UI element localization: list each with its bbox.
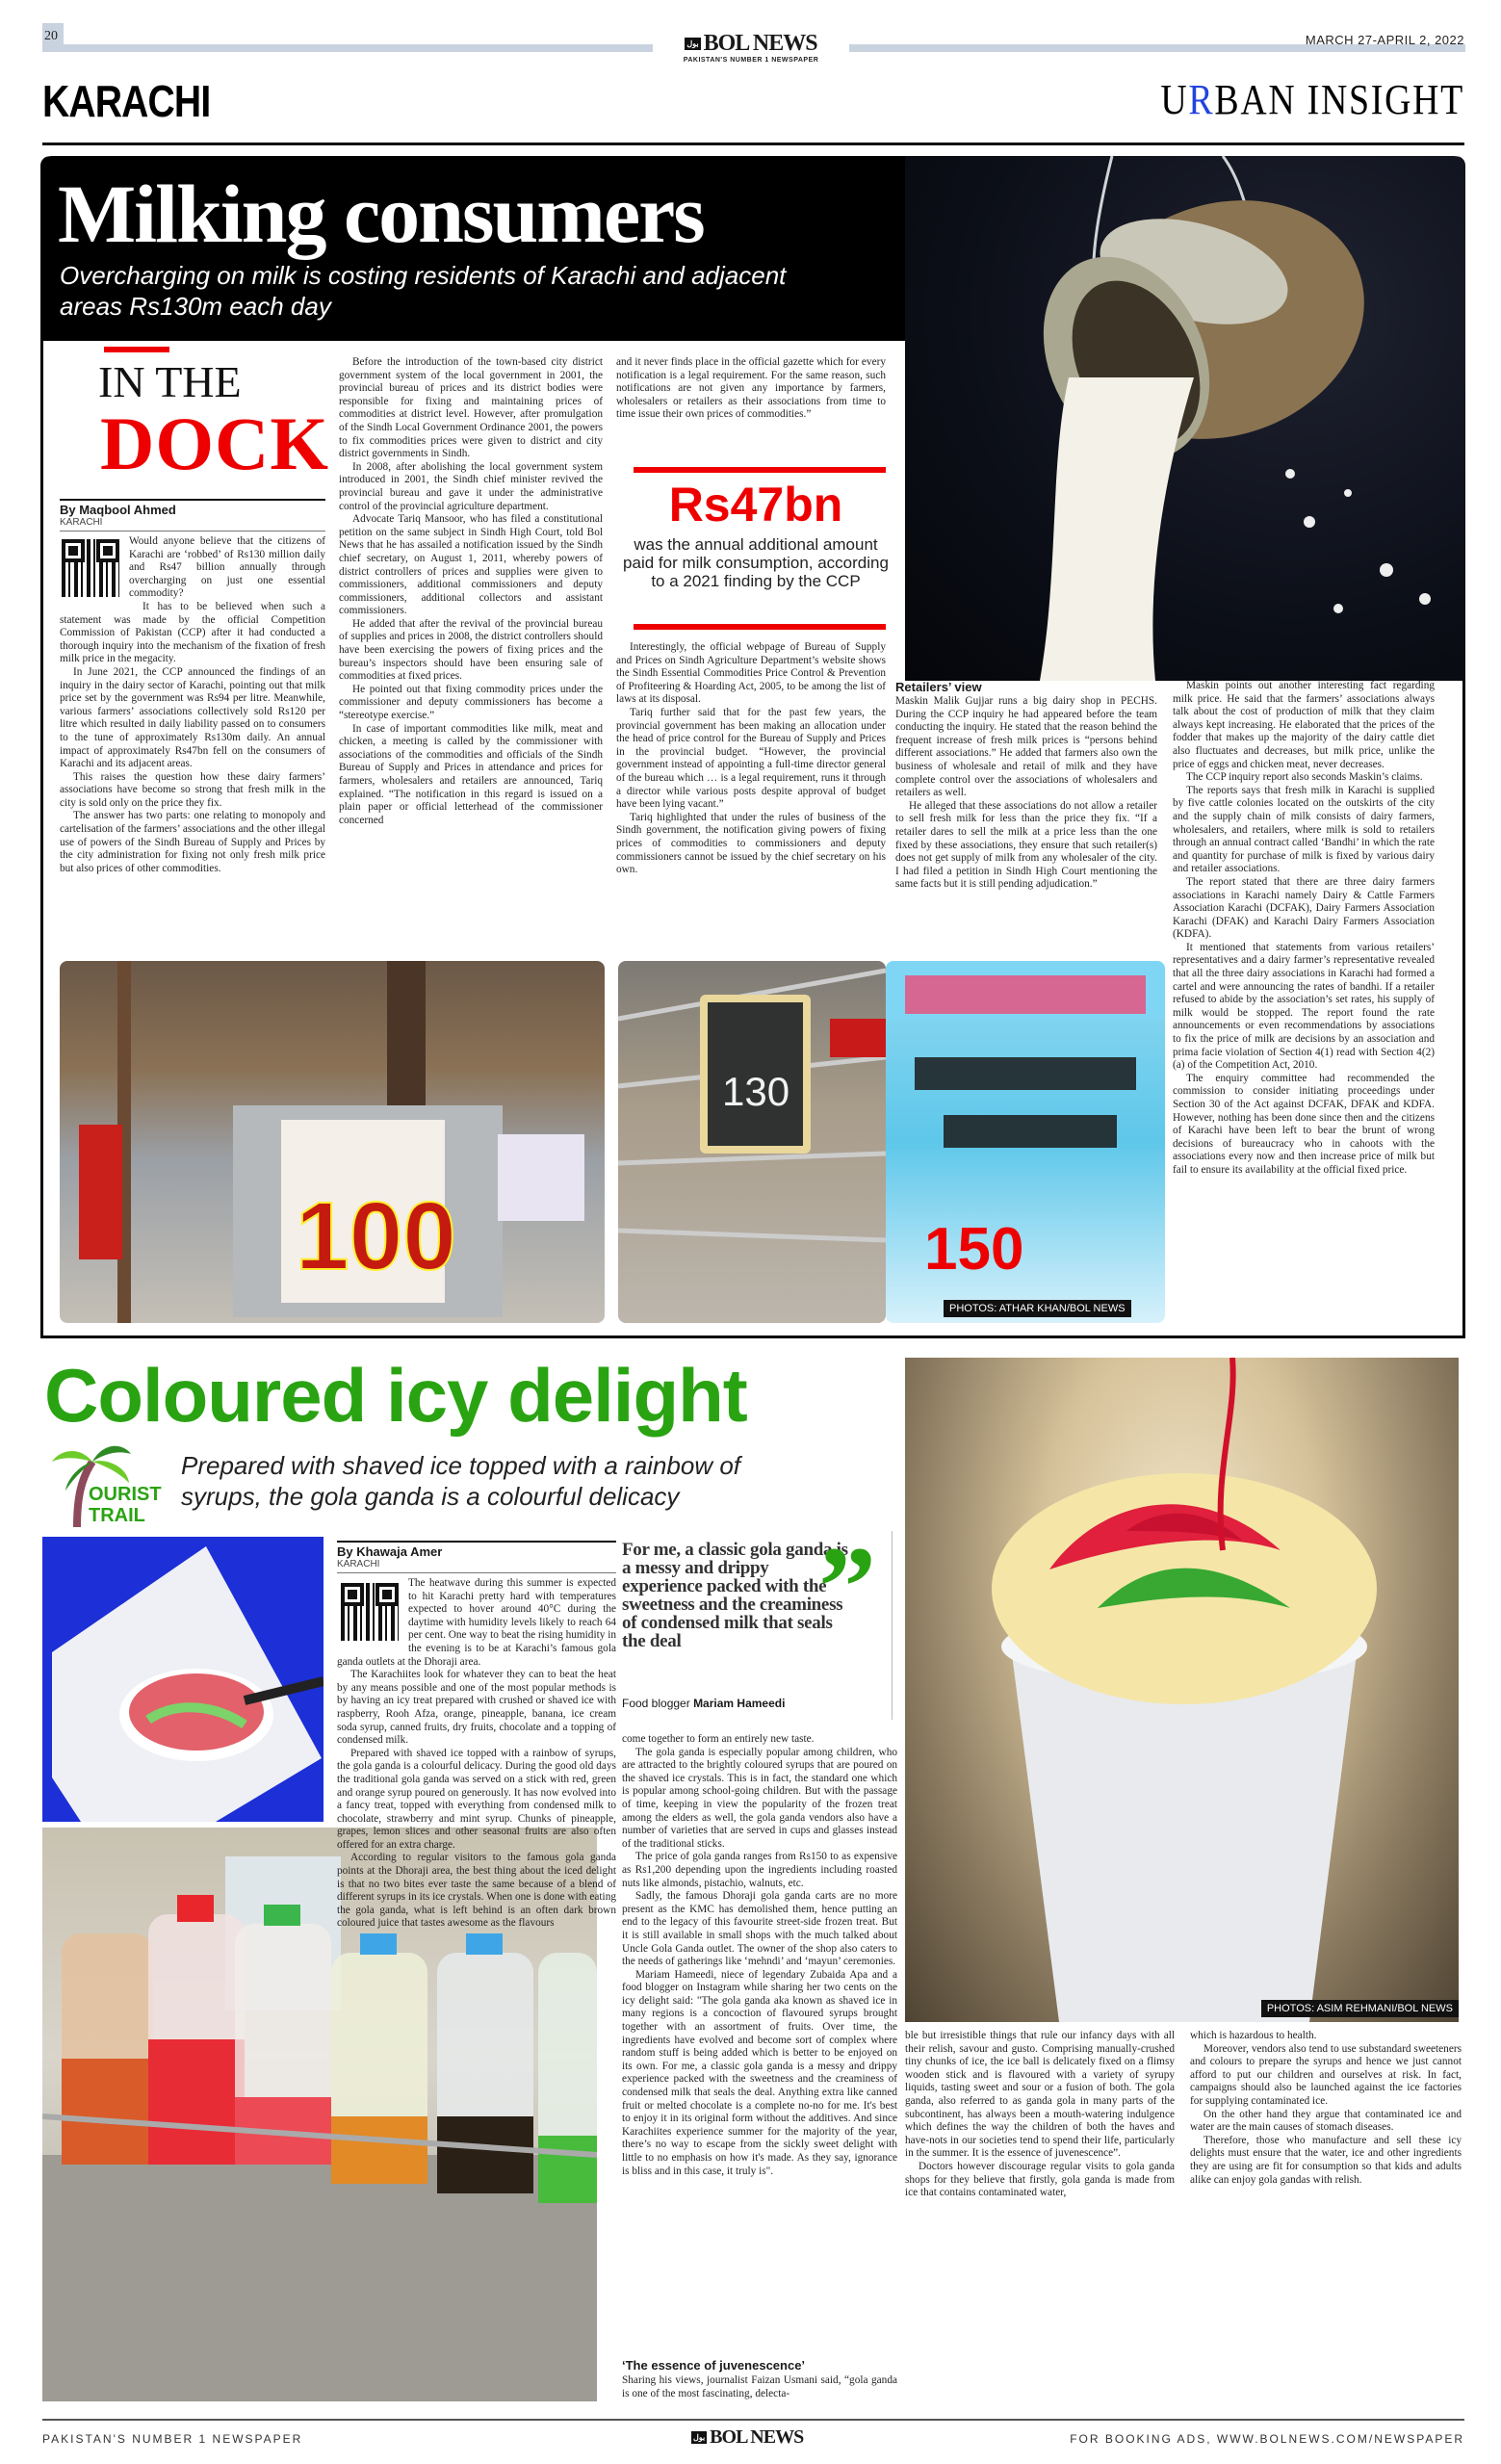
paragraph: The CCP inquiry report also seconds Maskin’s claims. bbox=[1186, 771, 1423, 784]
palm-tree-icon bbox=[50, 1440, 166, 1527]
subhead-retailers-view: Retailers’ view bbox=[895, 680, 982, 694]
paragraph: Before the introduction of the town-based city district government system of the local government in 2001, the provincial bureau of prices and its district bodies were responsible for fixing and maintaining prices of commodities at district level. However, after promulgation of the Sindh Local Government Ordinance 2001, the powers to fix commodities prices were given to district and city district governments in Sindh. bbox=[339, 356, 603, 460]
paragraph: come together to form an entirely new taste. bbox=[622, 1733, 815, 1745]
header-divider bbox=[42, 143, 1464, 145]
gola-ganda-illustration bbox=[905, 1358, 1459, 2022]
section-label-karachi: KARACHI bbox=[42, 76, 211, 126]
tourist-logo-line2: TRAIL bbox=[89, 1505, 145, 1526]
kicker-in-the: IN THE bbox=[98, 357, 242, 406]
banner-price-150: 150 bbox=[924, 1216, 1024, 1283]
story1-deck: Overcharging on milk is costing residents of Karachi and adjacent areas Rs130m each day bbox=[60, 261, 787, 321]
pull-quote-divider bbox=[892, 1531, 893, 1720]
banner-photo-150 bbox=[886, 961, 1165, 1323]
milk-stall-photo-100 bbox=[60, 961, 605, 1323]
paragraph: Therefore, those who manufacture and sell these icy delights must ensure that the water, ice and other ingredients they are using are fit for consumption so that kids and adults alike can enjoy gola gandas with relish. bbox=[1190, 2134, 1462, 2186]
pull-quote: For me, a classic gola ganda is a messy and drippy experience packed with the sweetness and the creaminess of condensed milk that seals the deal bbox=[622, 1540, 848, 1651]
paragraph: He alleged that these associations do not allow a retailer to sell fresh milk for less than the price they fix. “If a retailer dares to sell the milk at a price less than the one fixed by these associations, they ensure that such retailer(s) does not get supply of milk from any wholesaler of the city. I had filed a petition in Sindh High Court mentioning the same facts but it is still pending adjudication.” bbox=[895, 799, 1157, 891]
header-bar-left bbox=[64, 44, 653, 52]
paragraph: Would anyone believe that the citizens of Karachi are ‘robbed’ of Rs130 million daily and Rs47 billion annually through overcharging on just one essential commodity? bbox=[129, 535, 325, 600]
story1-headline-block bbox=[40, 156, 907, 341]
paragraph: Maskin Malik Gujjar runs a big dairy shop in PECHS. During the CCP inquiry he had appeared before the team conducting the inquiry. He stated that the reason behind the frequent increase of fresh milk prices is “persons behind different associations.” He added that farmers also own the business of wholesale and retail of milk and they have complete control over the associations of wholesalers and retailers as well. bbox=[895, 695, 1157, 799]
paragraph: Interestingly, the official webpage of Bureau of Supply and Prices on Sindh Agriculture Department’s website shows the Sindh Essential Commodities Price Control & Prevention of Profiteering & Hoarding Act, 2005, to be among the list of laws at its disposal. bbox=[616, 641, 886, 706]
qr-code-icon[interactable] bbox=[339, 1581, 401, 1643]
qr-code-icon[interactable] bbox=[60, 537, 121, 599]
paragraph: This raises the question how these dairy farmers’ associations have become so strong that fresh milk in the city is sold only on the price they fix. bbox=[60, 770, 325, 809]
paragraph: Advocate Tariq Mansoor, who has filed a constitutional petition on the same subject in Sindh High Court, told Bol News that he has assailed a notification issued by the Sindh chief secretary, on August 1, 2011, whereby powers of district controllers of prices and supplies were given to commissioners, additional commissioners and deputy commissioners, additional collectors and assistant commissioners. bbox=[339, 513, 603, 617]
story1-column-3-continued bbox=[616, 641, 886, 877]
chalkboard-price-130: 130 bbox=[722, 1069, 790, 1114]
paragraph: The report stated that there are three dairy farmers associations in Karachi namely Dairy & Cattle Farmers Association Karachi (DCFAK), Dairy Farmers Association Karachi (DFAK) and Karachi Dairy Farmers Association (KDFA). bbox=[1173, 875, 1435, 941]
story2-column-2 bbox=[622, 1733, 897, 2178]
sign-price-100: 100 bbox=[296, 1182, 456, 1290]
tourist-logo-line1: OURIST bbox=[89, 1484, 162, 1505]
urdu-banner-illustration bbox=[886, 961, 1165, 1323]
shop-chalkboard-photo-130 bbox=[618, 961, 886, 1323]
paragraph: It has to be believed when such a statement was made by the official Competition Commission of Pakistan (CCP) after it had conducted a thorough inquiry into the mechanism of the fixation of fresh milk price in the megacity. bbox=[60, 600, 325, 665]
urban-rest: BAN INSIGHT bbox=[1214, 76, 1464, 123]
story2-column-1 bbox=[337, 1577, 616, 1931]
story1-column-1 bbox=[60, 535, 325, 875]
footer-tagline: PAKISTAN'S NUMBER 1 NEWSPAPER bbox=[42, 2432, 303, 2446]
bol-logo-mark: بول bbox=[686, 39, 699, 48]
byline-rule-thin bbox=[337, 1572, 616, 1573]
logo-text: BOL NEWS bbox=[703, 31, 817, 56]
milk-can-illustration bbox=[905, 156, 1465, 681]
paragraph: which is hazardous to health. bbox=[1190, 2030, 1317, 2041]
kicker-dock: DOCK bbox=[100, 402, 329, 485]
story1-column-3 bbox=[616, 356, 886, 422]
footer-divider bbox=[42, 2419, 1464, 2421]
gola-ganda-cup-photo bbox=[905, 1358, 1459, 2022]
paragraph: The reports says that fresh milk in Karachi is supplied by five cattle colonies located on the outskirts of the city and the supply chain of milk consists of dairy farmers, wholesalers, and retailers, where milk is sold to retailers through an annual contract called ‘Bandhi’ in which the rate and quantity for purchase of milk is fixed by various dairy and retailer associations. bbox=[1173, 784, 1435, 875]
paragraph: It mentioned that statements from various retailers’ representatives and a dairy farmer’s representative revealed that all the three dairy associations in Karachi had formed a cartel and were announcing the rates of bandhi. If a retailer refused to abide by the association’s set rates, his supply of milk would be stopped. The report found the rate announcements or even recommendations by associations to fix the price of milk are decisions by an association and prima facie violation of Section 4(1) read with Section 4(2)(a) of the Competition Act, 2010. bbox=[1173, 941, 1435, 1072]
paragraph: Sadly, the famous Dhoraji gola ganda carts are no more present as the KMC has demolished them, hence putting an end to the legacy of this favourite street-side frozen treat. But it is still available in small shops with the much talked about Uncle Gola Ganda outlet. The owner of the shop also caters to the needs of gatherings like ‘mehndi’ and ‘mayun’ ceremonies. bbox=[622, 1890, 897, 1968]
subhead-essence-of-juvenescence: ‘The essence of juvenescence’ bbox=[622, 2358, 806, 2373]
gola-bowl-photo bbox=[42, 1537, 323, 1822]
paragraph: Doctors however discourage regular visits to gola ganda shops for they believe that firstly, gola ganda is made from ice that contains contaminated water, bbox=[905, 2160, 1175, 2199]
paragraph: He pointed out that fixing commodity prices under the commissioner and deputy commissioners has become a “stereotype exercise.” bbox=[339, 683, 603, 722]
masthead-tagline: PAKISTAN'S NUMBER 1 NEWSPAPER bbox=[683, 57, 819, 64]
photo-credit-story1: PHOTOS: ATHAR KHAN/BOL NEWS bbox=[944, 1300, 1131, 1317]
milk-cart-illustration bbox=[60, 961, 605, 1323]
footer-booking-ads-link[interactable]: FOR BOOKING ADS, WWW.BOLNEWS.COM/NEWSPAPER bbox=[1070, 2432, 1464, 2446]
paragraph: Moreover, vendors also tend to use substandard sweeteners and colours to prepare the syrups and hence we just cannot afford to put our children and ourselves at risk. In fact, campaigns should also be launched against the ice factories for supplying contaminated ice. bbox=[1190, 2042, 1462, 2107]
paragraph: Mariam Hameedi, niece of legendary Zubaida Apa and a food blogger on Instagram while sharing her two cents on the icy delight said: "The gola ganda aka known as shaved ice in many regions is a concoction of flavoured syrups brought together with an assortment of fruits. Over time, the ingredients have evolved and become sort of complex where random stuff is being added which is better to be enjoyed on its own. For me, a classic gola ganda is a messy and drippy experience packed with the sweetness and the creaminess of condensed milk that seals the deal. Anything extra like canned fruit or melted chocolate is a complete no-no for me. It's best to enjoy it in its original form without the additives. And since Karachiites experience summer for the majority of the year, there’s no way to escape from the sickly sweet delight with little to no emphasis on how it's made. As they say, ignorance is bliss and in this case, it truly is". bbox=[622, 1968, 897, 2177]
paragraph: Tariq highlighted that under the rules of business of the Sindh government, the notification giving powers of fixing prices of commodities to commissioners and deputy commissioners cannot be issued by the chief secretary on his own. bbox=[616, 811, 886, 876]
paragraph: On the other hand they argue that contaminated ice and water are the main causes of stomach diseases. bbox=[1190, 2108, 1462, 2134]
urban-r-accent: R bbox=[1188, 76, 1215, 123]
byline-rule bbox=[60, 499, 325, 501]
paragraph: The price of gola ganda ranges from Rs150 to as expensive as Rs1,200 depending upon the ingredients including roasted nuts like almonds, pistachio, walnuts, etc. bbox=[622, 1851, 897, 1889]
footer-logo[interactable] bbox=[691, 2426, 803, 2449]
kicker-red-rule bbox=[104, 347, 169, 352]
byline-rule bbox=[337, 1541, 616, 1543]
story2-byline: By Khawaja Amer bbox=[337, 1544, 443, 1559]
bottles bbox=[62, 1895, 597, 2203]
paragraph: The answer has two parts: one relating to monopoly and cartelisation of the farmers’ associations and the other illegal use of powers of the Sindh Bureau of Supply and Prices by the city administration for fixing not only fresh milk price but also prices of other commodities. bbox=[60, 810, 325, 874]
bol-logo-mark: بول bbox=[693, 2433, 706, 2442]
paragraph: The heatwave during this summer is expected to hit Karachi pretty hard with temperatures expected to hover around 40°C during the daytime with humidity levels likely to reach 64 per cent. One way to beat the rising humidity in the evening is to be at Karachi’s famous gola ganda outlets at the Dhoraji area. bbox=[337, 1577, 616, 1668]
paragraph: Tariq further said that for the past few years, the provincial government has been making an allocation under the head of price control for the Bureau of Supply and Prices in the provincial budget. “However, the provincial government instead of appointing a full-time director general of the bureau which … is a legal requirement, runs it through a director while various posts despite approval of budget have been lying vacant.” bbox=[616, 706, 886, 811]
story1-dateline: KARACHI bbox=[60, 517, 103, 528]
attribution-name: Mariam Hameedi bbox=[693, 1697, 786, 1710]
story2-column-3 bbox=[905, 2030, 1175, 2200]
story1-column-5 bbox=[1173, 680, 1435, 1178]
paragraph: ble but irresistible things that rule our infancy days with all their relish, savour and gusto. Comprising manually-crushed tiny chunks of ice, the ice ball is delicately fixed on a flimsy wooden stick and is flavoured with a variety of syrupy liquids, tasting sweet and sour or a fusion of both. The gola ganda, also referred to as ganda gola in many parts of the subcontinent, has always been a mouth-watering indulgence which defines the way the children of both the haves and have-nots in our societies tend to spend their life, particularly in the summer. It is the essence of juvenescence”. bbox=[905, 2030, 1175, 2160]
callout-figure: Rs47bn bbox=[668, 478, 843, 532]
quote-mark-icon: ” bbox=[818, 1522, 876, 1650]
paragraph: Maskin points out another interesting fact regarding milk price. He said that the farmers’ associations always talk about the cost of production of milk that they claim always kept increasing. He elaborated that the prices of the fodder that makes up the majority of the dairy cattle diet also fluctuates and decreases, but milk price, unlike the price of eggs and chicken meat, never decreases. bbox=[1173, 680, 1435, 770]
photo-credit-story2: PHOTOS: ASIM REHMANI/BOL NEWS bbox=[1261, 2000, 1459, 2017]
callout-text: was the annual additional amount paid for milk consumption, according to a 2021 finding by the CCP bbox=[623, 535, 889, 590]
issue-date: MARCH 27-APRIL 2, 2022 bbox=[1305, 33, 1464, 47]
attribution-role: Food blogger bbox=[622, 1697, 694, 1710]
callout-red-rule-top bbox=[634, 467, 886, 473]
story2-deck: Prepared with shaved ice topped with a rainbow of syrups, the gola ganda is a colourful delicacy bbox=[181, 1451, 741, 1511]
paragraph: The gola ganda is especially popular among children, who are attracted to the brightly coloured syrups that are poured on the shaved ice crystals. This is in fact, the standard one which is popular among school-going children. But with the passage of time, keeping in view the popularity of the frozen treat among the elders as well, the gola ganda vendors also have a number of varieties that are served in cups and glasses instead of the traditional sticks. bbox=[622, 1746, 897, 1850]
story2-column-2-continued bbox=[622, 2374, 897, 2400]
paragraph: The Karachiites look for whatever they can to beat the heat by any means possible and one of the most popular methods is by having an icy treat prepared with crushed or shaved ice with raspberry, Rooh Afza, orange, pineapple, banana, ice cream soda syrup, canned fruits, dry fruits, chocolate and a topping of condensed milk. bbox=[337, 1669, 616, 1747]
paragraph: He added that after the revival of the provincial bureau of supplies and prices in 2008, the district controllers should have been exercising the powers of fixing prices and the bureau’s inspectors should have been ensuring sale of commodities at fixed prices. bbox=[339, 617, 603, 683]
urban-u: U bbox=[1160, 76, 1189, 123]
paragraph: According to regular visitors to the famous gola ganda points at the Dhoraji area, the best thing about the iced delight is that no two bites ever taste the same because of a blend of different syrups in its ice crystals. When one is done with eating the gola ganda, what is left behind is an often dark brown coloured juice that tastes awesome as the flavours bbox=[337, 1852, 616, 1930]
logo-text: BOL NEWS bbox=[710, 2426, 804, 2448]
story1-byline: By Maqbool Ahmed bbox=[60, 503, 176, 517]
pull-quote-attribution bbox=[622, 1697, 785, 1710]
gola-bowl-illustration bbox=[42, 1537, 323, 1822]
milk-pouring-photo bbox=[905, 156, 1465, 681]
story2-column-4 bbox=[1190, 2030, 1462, 2187]
paragraph: In June 2021, the CCP announced the findings of an inquiry in the dairy sector of Karachi, pointing out that milk price set by the government was Rs94 per litre. Meanwhile, various farmers’ associations collectively sold Rs120 per litre which resulted in daily liability passed on to consumers to the tune of approximately Rs130m daily. An annual impact of approximately Rs47bn fell on the consumers of Karachi and its adjacent areas. bbox=[60, 665, 325, 770]
callout-red-rule-bottom bbox=[634, 624, 886, 630]
byline-rule-thin bbox=[60, 531, 325, 532]
paragraph: Prepared with shaved ice topped with a rainbow of syrups, the gola ganda is a colourful delicacy. During the good old days the traditional gola ganda was served on a stick with red, green and orange syrup poured on generously. It has now evolved into a fancy treat, topped with everything from condensed milk to chocolate, strawberry and mint syrup. Chunks of pineapple, grapes, lemon slices and other seasonal fruits are also often offered for an extra charge. bbox=[337, 1747, 616, 1851]
section-label-urban-insight bbox=[1160, 75, 1464, 124]
chalkboard-illustration bbox=[618, 961, 886, 1323]
paragraph: Sharing his views, journalist Faizan Usmani said, “gola ganda is one of the most fascinating, delecta- bbox=[622, 2374, 897, 2399]
story1-headline: Milking consumers bbox=[58, 168, 704, 260]
masthead-logo[interactable] bbox=[666, 31, 836, 64]
paragraph: The enquiry committee had recommended the commission to consider initiating proceedings under Section 30 of the Act against DCFAK, DFAK and KDFA. However, nothing has been done since then and the citizens of Karachi have been left to bear the brunt of wrong decisions of bureaucracy who in cahoots with the associations every now and then increase price of milk but fail to ensure its availability at the official fixed price. bbox=[1173, 1072, 1435, 1176]
paragraph: In 2008, after abolishing the local government system introduced in 2001, the Sindh chief minister revived the provincial bureau and gave it under the administrative control of the provincial agriculture department. bbox=[339, 460, 603, 512]
page-number: 20 bbox=[42, 23, 64, 52]
tourist-trail-logo bbox=[50, 1440, 166, 1527]
story1-column-4 bbox=[895, 695, 1157, 892]
story1-column-2 bbox=[339, 356, 603, 827]
paragraph: and it never finds place in the official gazette which for every notification is a legal requirement. For the same reason, such notifications are not given any importance by farmers, wholesalers or retailers as their associations from time to time issue their own prices of commodities.” bbox=[616, 356, 886, 421]
paragraph: In case of important commodities like milk, meat and chicken, a meeting is called by the commissioner with associations of the commodities and officials of the Sindh Bureau of Supply and Prices in attendance and prices for farmers, wholesalers and retailers are announced, Tariq explained. “The notification in this regard is issued on a plain paper or official letterhead of the commissioner concerned bbox=[339, 722, 603, 826]
story2-headline: Coloured icy delight bbox=[44, 1353, 747, 1438]
story2-dateline: KARACHI bbox=[337, 1559, 380, 1569]
